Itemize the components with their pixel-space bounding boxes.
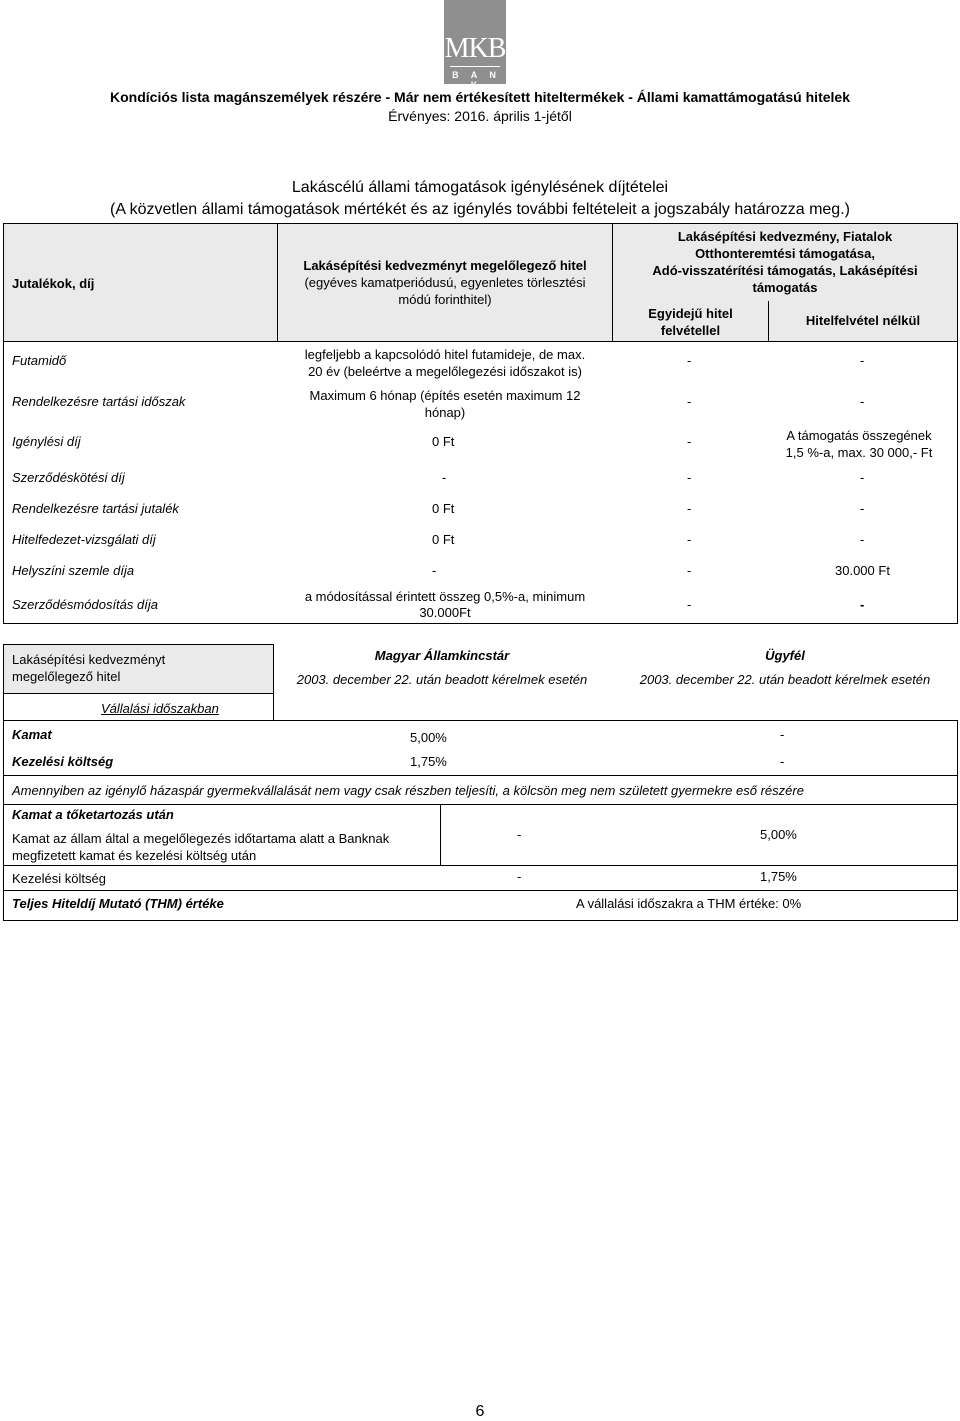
application-fee-support-line: A támogatás összegének <box>786 428 932 443</box>
term-value <box>278 346 612 380</box>
dash: - <box>687 394 692 409</box>
dash: - <box>687 597 692 612</box>
border <box>3 775 958 776</box>
section-title: Lakáscélú állami támogatások igénylésének díjtételei <box>291 179 669 196</box>
row-label-handling-cost-2: Kezelési költség <box>12 871 106 886</box>
row-label-availability: Rendelkezésre tartási időszak <box>12 394 186 409</box>
state-interest-line: megfizetett kamat és kezelési költség után <box>12 848 257 863</box>
border <box>3 223 958 224</box>
border <box>3 341 958 342</box>
collateral-fee-value: 0 Ft <box>432 532 455 547</box>
condition-note: Amennyiben az igénylő házaspár gyermekvállalását nem vagy csak részben teljesíti, a kölcsön meg nem született gyermekre eső részére <box>12 783 804 798</box>
term-value-line: 20 év (beleértve a megelőlegezési időszakot is) <box>308 364 582 379</box>
col-treasury-title: Magyar Államkincstár <box>374 648 510 663</box>
application-fee-value: 0 Ft <box>432 434 455 449</box>
availability-value-line: hónap) <box>424 405 466 420</box>
col-header-credit-desc: módú forinthitel) <box>398 292 492 307</box>
border <box>957 223 958 624</box>
validity-date: Érvényes: 2016. április 1-jétől <box>388 108 572 124</box>
col-header-credit-title: Lakásépítési kedvezményt megelőlegező hitel <box>303 258 587 273</box>
mkb-bank-logo <box>444 0 506 90</box>
logo-subtext: B A N K <box>452 70 501 90</box>
application-fee-support-line: 1,5 %-a, max. 30 000,- Ft <box>785 445 933 460</box>
border <box>3 804 958 805</box>
col-header-support-line: Otthonteremtési támogatása, <box>695 246 875 261</box>
availability-value <box>278 387 612 421</box>
col-header-support-line: Adó-visszatérítési támogatás, Lakásépítési <box>652 263 918 278</box>
row-label-principal-interest: Kamat a tőketartozás után <box>12 807 174 822</box>
row-label-amendment-fee: Szerződésmódosítás díja <box>12 597 158 612</box>
border <box>440 804 441 866</box>
dash: - <box>517 869 522 884</box>
term-value-line: legfeljebb a kapcsolódó hitel futamideje, de max. <box>304 347 586 362</box>
page-number: 6 <box>475 1403 485 1420</box>
dash: - <box>860 501 865 516</box>
dash: - <box>780 727 785 742</box>
dash: - <box>687 563 692 578</box>
logo-divider <box>450 66 500 67</box>
thm-value: A vállalási időszakra a THM értéke: 0% <box>576 896 802 911</box>
col-customer-sub: 2003. december 22. után beadott kérelmek esetén <box>639 672 931 687</box>
amendment-fee-line: a módosítással érintett összeg 0,5%-a, minimum <box>304 589 586 604</box>
section-subtitle: (A közvetlen állami támogatások mértékét és az igénylés további feltételeit a jogszabály határozza meg.) <box>110 201 850 218</box>
dash: - <box>860 597 865 612</box>
handling-cost-value: 1,75% <box>410 754 447 769</box>
row-label-thm: Teljes Hiteldíj Mutató (THM) értéke <box>12 896 224 911</box>
interest-value: 5,00% <box>410 730 447 745</box>
dash: - <box>687 353 692 368</box>
border <box>273 644 274 721</box>
loan-type-line: megelőlegező hitel <box>12 669 121 684</box>
border <box>3 644 274 645</box>
row-label-application-fee: Igénylési díj <box>12 434 81 449</box>
subheader-without-credit: Hitelfelvétel nélkül <box>805 313 921 328</box>
border <box>3 693 274 694</box>
dash: - <box>687 434 692 449</box>
dash: - <box>442 470 447 485</box>
border <box>3 920 958 921</box>
document-title: Kondíciós lista magánszemélyek részére - Már nem értékesített hiteltermékek - Állami kamattámogatású hitelek <box>110 89 850 105</box>
dash: - <box>687 470 692 485</box>
row-label-state-interest <box>12 830 389 864</box>
row-label-interest: Kamat <box>12 727 52 742</box>
amendment-fee-value <box>278 589 612 621</box>
dash: - <box>687 501 692 516</box>
dash: - <box>860 532 865 547</box>
col-header-credit <box>278 257 612 308</box>
row-label-inspection-fee: Helyszíni szemle díja <box>12 563 135 578</box>
state-interest-value: 5,00% <box>760 827 797 842</box>
loan-type-label <box>12 651 165 685</box>
col-header-credit-desc: (egyéves kamatperiódusú, egyenletes törlesztési <box>304 275 586 290</box>
row-label-handling-cost: Kezelési költség <box>12 754 114 769</box>
commitment-period: Vállalási időszakban <box>101 701 219 716</box>
row-label-collateral-fee: Hitelfedezet-vizsgálati díj <box>12 532 156 547</box>
row-label-commitment-fee: Rendelkezésre tartási jutalék <box>12 501 179 516</box>
availability-value-line: Maximum 6 hónap (építés esetén maximum 12 <box>309 388 581 403</box>
dash: - <box>860 470 865 485</box>
col-customer <box>617 648 953 687</box>
inspection-fee-value: 30.000 Ft <box>835 563 890 578</box>
dash: - <box>517 827 522 842</box>
border <box>3 890 958 891</box>
col-customer-title: Ügyfél <box>765 648 805 663</box>
dash: - <box>860 353 865 368</box>
col-header-support-line: támogatás <box>752 280 818 295</box>
subheader-line: felvétellel <box>660 323 721 338</box>
dash: - <box>860 394 865 409</box>
border <box>3 623 958 624</box>
border <box>3 223 4 624</box>
handling-cost-2-value: 1,75% <box>760 869 797 884</box>
col-header-fees: Jutalékok, díj <box>12 276 95 291</box>
state-interest-line: Kamat az állam által a megelőlegezés időtartama alatt a Banknak <box>12 831 390 846</box>
col-header-support <box>613 228 957 296</box>
border <box>3 865 958 866</box>
row-label-term: Futamidő <box>12 353 67 368</box>
col-treasury <box>275 648 609 687</box>
border <box>3 644 4 721</box>
row-label-contract-fee: Szerződéskötési díj <box>12 470 125 485</box>
dash: - <box>432 563 437 578</box>
commitment-fee-value: 0 Ft <box>432 501 455 516</box>
logo-text: MKB <box>444 33 506 64</box>
border <box>3 720 958 721</box>
subheader-line: Egyidejű hitel <box>648 306 733 321</box>
application-fee-support <box>770 427 948 461</box>
col-header-support-line: Lakásépítési kedvezmény, Fiatalok <box>677 229 893 244</box>
amendment-fee-line: 30.000Ft <box>419 605 471 620</box>
loan-type-line: Lakásépítési kedvezményt <box>12 652 166 667</box>
subheader-with-credit <box>613 305 768 339</box>
dash: - <box>687 532 692 547</box>
col-treasury-sub: 2003. december 22. után beadott kérelmek esetén <box>296 672 588 687</box>
dash: - <box>780 754 785 769</box>
